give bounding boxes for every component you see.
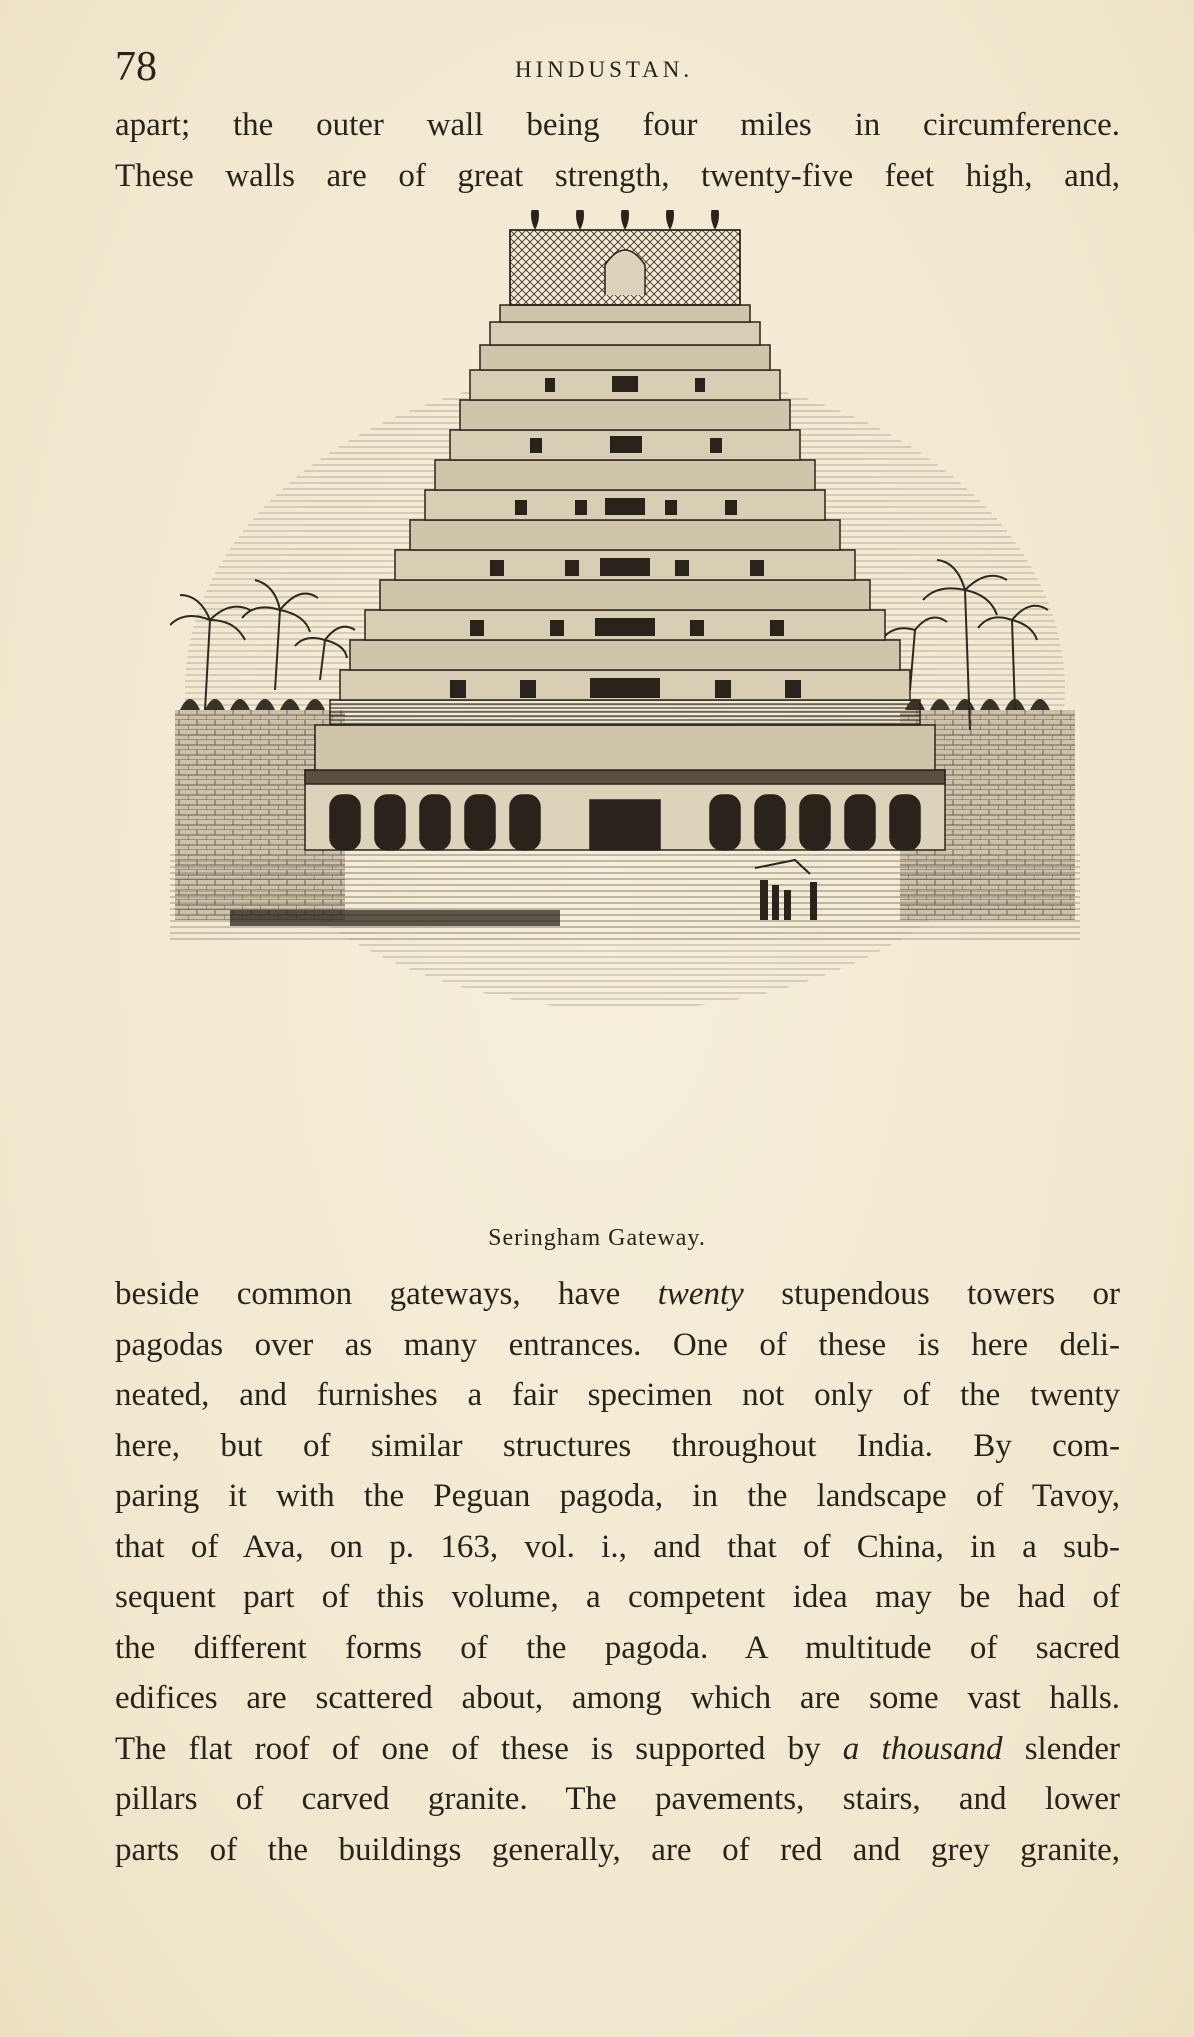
text-line bbox=[115, 1724, 1120, 1775]
engraving-figure bbox=[170, 210, 1080, 1230]
text-run: slender bbox=[1002, 1730, 1121, 1767]
text-run: stupendous towers or bbox=[743, 1276, 1120, 1312]
text-line: neated, and furnishes a fair specimen not only of the twenty bbox=[115, 1377, 1120, 1413]
text-line: here, but of similar structures throughout India. By com- bbox=[115, 1427, 1120, 1464]
page-number: 78 bbox=[115, 44, 157, 90]
text-line: pillars of carved granite. The pavements, stairs, and lower bbox=[115, 1781, 1120, 1817]
italic-run: twenty bbox=[657, 1276, 744, 1312]
text-line: pagodas over as many entrances. One of these is here deli- bbox=[115, 1326, 1120, 1363]
running-head bbox=[115, 42, 1125, 92]
text-line bbox=[115, 1269, 1120, 1320]
text-run: beside common gateways, have bbox=[115, 1276, 658, 1312]
paragraph-top bbox=[115, 100, 1120, 201]
figure-caption: Seringham Gateway. bbox=[488, 1225, 706, 1251]
text-line: These walls are of great strength, twenty-five feet high, and, bbox=[115, 157, 1120, 194]
text-line: apart; the outer wall being four miles in circumference. bbox=[115, 107, 1120, 143]
text-line: parts of the buildings generally, are of red and grey granite, bbox=[115, 1831, 1120, 1868]
gateway-engraving-illustration bbox=[170, 210, 1080, 1220]
text-line: that of Ava, on p. 163, vol. i., and that of China, in a sub- bbox=[115, 1528, 1120, 1565]
running-title: HINDUSTAN. bbox=[515, 57, 694, 82]
text-line: the different forms of the pagoda. A multitude of sacred bbox=[115, 1629, 1120, 1666]
italic-run: a thousand bbox=[842, 1730, 1003, 1767]
text-line: sequent part of this volume, a competent idea may be had of bbox=[115, 1579, 1120, 1615]
text-line: paring it with the Peguan pagoda, in the landscape of Tavoy, bbox=[115, 1478, 1120, 1514]
paragraph-bottom bbox=[115, 1269, 1120, 1875]
text-line: edifices are scattered about, among which are some vast halls. bbox=[115, 1680, 1120, 1716]
text-run: The flat roof of one of these is supported by bbox=[115, 1730, 843, 1767]
